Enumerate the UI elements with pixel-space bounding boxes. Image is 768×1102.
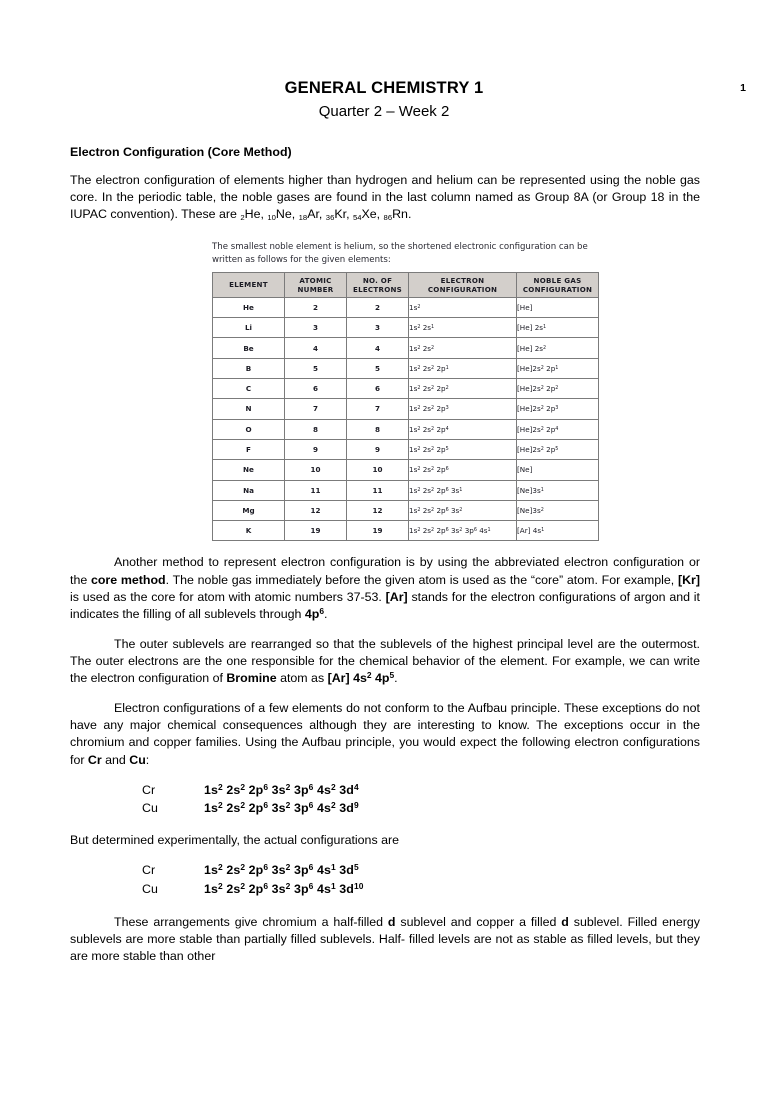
cell-atomic-number: 11 [285, 480, 347, 500]
document-title-block [60, 78, 708, 121]
cell-electron-configuration: $1s^2$ $2s^1$ [409, 318, 517, 338]
table-row [213, 297, 599, 317]
cell-element: N [213, 399, 285, 419]
cell-no-electrons: 7 [347, 399, 409, 419]
cell-noble-gas-configuration: [Ar] $4s^1$ [517, 521, 599, 541]
intro-text: The electron configuration of elements higher than hydrogen and helium can be represented using the noble gas core. In the periodic table, the noble gases are found in the last column named as Group 8A (or Group 18 in the IUPAC convention). These are [70, 173, 700, 222]
cell-atomic-number: 10 [285, 460, 347, 480]
table-header-cell: NOBLE GAS CONFIGURATION [517, 272, 599, 297]
table-row [213, 399, 599, 419]
config-value: $1s^2$ $2s^2$ $2p^6$ $3s^2$ $3p^6$ $4s^2$ $3d^9$ [204, 800, 359, 816]
outer-bold-4s [353, 671, 394, 685]
table-row [213, 480, 599, 500]
cell-electron-configuration: $1s^2$ $2s^2$ $2p^2$ [409, 379, 517, 399]
actual-config-row [70, 861, 708, 880]
outer-bold-ar: [Ar] [327, 671, 350, 686]
table-body [213, 297, 599, 541]
outer-text-2: atom as [276, 671, 328, 686]
core-method-bold-4p [305, 607, 324, 621]
cell-no-electrons: 5 [347, 358, 409, 378]
cell-electron-configuration: $1s^2$ $2s^2$ $2p^6$ [409, 460, 517, 480]
cell-noble-gas-configuration: $[He]2s^2$ $2p^5$ [517, 439, 599, 459]
cell-noble-gas-configuration: [He] $2s^1$ [517, 318, 599, 338]
cell-no-electrons: 2 [347, 297, 409, 317]
actual-config-row [70, 880, 708, 899]
closing-bold-d-1: d [387, 915, 396, 930]
cell-atomic-number: 2 [285, 297, 347, 317]
cell-element: C [213, 379, 285, 399]
config-value: $1s^2$ $2s^2$ $2p^6$ $3s^2$ $3p^6$ $4s^2$ $3d^4$ [204, 781, 359, 797]
outer-text-3: . [394, 671, 398, 686]
config-symbol: Cu [142, 801, 158, 816]
core-method-text-5: . [324, 606, 328, 621]
outer-bold-bromine: Bromine [226, 671, 277, 686]
config-symbol: Cu [142, 881, 158, 896]
cell-electron-configuration: $1s^2$ $2s^2$ $2p^4$ [409, 419, 517, 439]
cell-no-electrons: 12 [347, 500, 409, 520]
cell-electron-configuration: $1s^2$ $2s^2$ $2p^5$ [409, 439, 517, 459]
cell-noble-gas-configuration: [Ne] [517, 460, 599, 480]
cell-no-electrons: 6 [347, 379, 409, 399]
cell-no-electrons: 4 [347, 338, 409, 358]
table-row [213, 500, 599, 520]
cell-no-electrons: 11 [347, 480, 409, 500]
cell-atomic-number: 9 [285, 439, 347, 459]
page-number: 1 [740, 82, 746, 94]
noble-gas-item: $_{36}$Kr [325, 207, 347, 223]
cell-noble-gas-configuration: [He] [517, 297, 599, 317]
core-method-text-4: stands for the electron configurations of argon and it indicates the filling of all sublevels through [70, 589, 700, 621]
document-page [0, 78, 768, 1102]
table-row [213, 358, 599, 378]
noble-gas-atomic-number: 86 [383, 213, 393, 223]
core-method-bold-1: core method [90, 572, 166, 587]
actual-configuration-list [70, 861, 708, 898]
noble-gas-atomic-number: 10 [267, 213, 276, 223]
table-row [213, 338, 599, 358]
cell-atomic-number: 19 [285, 521, 347, 541]
cell-element: Be [213, 338, 285, 358]
aufbau-text-1: Electron configurations of a few elements do not conform to the Aufbau principle. These exceptions do not have any major chemical consequences although they are interesting to know. The exceptions occur in the chromium and copper families. Using the Aufbau principle, you would expect the following electron configurations for [70, 701, 700, 767]
table-header-cell: ATOMIC NUMBER [285, 272, 347, 297]
cell-noble-gas-configuration: [He] $2s^2$ [517, 338, 599, 358]
expected-configuration-list [70, 781, 708, 818]
closing-paragraph [70, 914, 700, 965]
cell-atomic-number: 12 [285, 500, 347, 520]
cell-noble-gas-configuration: $[Ne]3s^2$ [517, 500, 599, 520]
table-header-cell: ELEMENT [213, 272, 285, 297]
noble-gas-atomic-number: 18 [298, 213, 308, 223]
core-method-4p-base: 4p [304, 606, 320, 621]
closing-text-3: sublevel. Filled energy sublevels are more stable than partially filled sublevels. Half- filled levels are not as stable as filled levels, but they are more stable than other [70, 915, 700, 964]
cell-element: He [213, 297, 285, 317]
cell-no-electrons: 3 [347, 318, 409, 338]
cell-no-electrons: 10 [347, 460, 409, 480]
cell-electron-configuration: $1s^2$ [409, 297, 517, 317]
core-method-paragraph [70, 554, 700, 622]
intro-paragraph [70, 172, 700, 223]
closing-bold-d-2: d [561, 915, 569, 930]
table-header [213, 272, 599, 297]
cell-electron-configuration: $1s^2$ $2s^2$ $2p^6$ $3s^2$ $3p^6$ $4s^1$ [409, 521, 517, 541]
core-method-bold-kr: [Kr] [677, 572, 700, 587]
table-header-cell: ELECTRON CONFIGURATION [409, 272, 517, 297]
table-row [213, 318, 599, 338]
configuration-table-block [212, 241, 598, 541]
config-value: $1s^2$ $2s^2$ $2p^6$ $3s^2$ $3p^6$ $4s^1$ $3d^{10}$ [204, 880, 364, 896]
aufbau-bold-cu: Cu [129, 752, 146, 767]
cell-electron-configuration: $1s^2$ $2s^2$ $2p^6$ $3s^1$ [409, 480, 517, 500]
page-subtitle: Quarter 2 – Week 2 [318, 102, 450, 120]
cell-noble-gas-configuration: $[He]2s^2$ $2p^3$ [517, 399, 599, 419]
table-row [213, 439, 599, 459]
noble-gas-item: $_{10}$Ne [267, 207, 292, 223]
cell-noble-gas-configuration: $[He]2s^2$ $2p^4$ [517, 419, 599, 439]
cell-atomic-number: 6 [285, 379, 347, 399]
core-method-4p-exponent: 6 [319, 605, 325, 616]
cell-noble-gas-configuration: $[He]2s^2$ $2p^1$ [517, 358, 599, 378]
outer-4s-exponent: 2 [366, 670, 372, 681]
table-row [213, 521, 599, 541]
experimental-intro-paragraph: But determined experimentally, the actual configurations are [70, 832, 399, 847]
cell-electron-configuration: $1s^2$ $2s^2$ $2p^6$ $3s^2$ [409, 500, 517, 520]
core-method-text-1: Another method to represent electron configuration is by using the abbreviated electron configuration or the [70, 555, 700, 587]
config-symbol: Cr [142, 862, 156, 877]
cell-electron-configuration: $1s^2$ $2s^2$ $2p^3$ [409, 399, 517, 419]
noble-gas-item: $_{18}$Ar [298, 207, 319, 223]
closing-text-1: These arrangements give chromium a half-filled [114, 915, 388, 930]
cell-element: B [213, 358, 285, 378]
cell-electron-configuration: $1s^2$ $2s^2$ $2p^1$ [409, 358, 517, 378]
cell-element: F [213, 439, 285, 459]
cell-atomic-number: 5 [285, 358, 347, 378]
cell-atomic-number: 3 [285, 318, 347, 338]
aufbau-paragraph [70, 700, 700, 768]
cell-element: Ne [213, 460, 285, 480]
core-method-text-3: is used as the core for atom with atomic numbers 37-53. [70, 589, 386, 604]
core-method-bold-ar: [Ar] [385, 589, 408, 604]
section-heading: Electron Configuration (Core Method) [70, 145, 292, 160]
cell-element: O [213, 419, 285, 439]
cell-noble-gas-configuration: $[He]2s^2$ $2p^2$ [517, 379, 599, 399]
cell-electron-configuration: $1s^2$ $2s^2$ [409, 338, 517, 358]
cell-atomic-number: 8 [285, 419, 347, 439]
expected-config-row [70, 799, 708, 818]
noble-gas-item: $_{86}$Rn [383, 207, 408, 223]
noble-gas-item: $_{54}$Xe [352, 207, 377, 223]
table-caption: The smallest noble element is helium, so the shortened electronic configuration can be written as follows for the given elements: [212, 242, 588, 265]
outer-4p-base: 4p [371, 671, 390, 686]
table-header-cell: NO. OF ELECTRONS [347, 272, 409, 297]
table-row [213, 379, 599, 399]
cell-no-electrons: 19 [347, 521, 409, 541]
cell-noble-gas-configuration: $[Ne]3s^1$ [517, 480, 599, 500]
cell-no-electrons: 8 [347, 419, 409, 439]
table-header-row [213, 272, 599, 297]
electron-configuration-table [212, 272, 599, 542]
outer-text-1: The outer sublevels are rearranged so that the sublevels of the highest principal level are the outermost. The outer electrons are the one responsible for the chemical behavior of the element. For example, we can write the electron configuration of [70, 636, 700, 686]
page-title: GENERAL CHEMISTRY 1 [284, 79, 484, 97]
outer-sublevels-paragraph [70, 636, 700, 687]
cell-element: Na [213, 480, 285, 500]
outer-4p-exponent: 5 [389, 670, 395, 681]
noble-gas-list: $_2$He, $_{10}$Ne, $_{18}$Ar, $_{36}$Kr, $_{54}$Xe, $_{86}$Rn. [240, 207, 412, 223]
noble-gas-atomic-number: 54 [352, 213, 362, 223]
aufbau-text-3: : [145, 752, 150, 767]
core-method-text-2: . The noble gas immediately before the given atom is used as the “core” atom. For example, [165, 572, 678, 587]
closing-text-2: sublevel and copper a filled [395, 915, 562, 930]
noble-gas-item: $_2$He [240, 207, 261, 223]
aufbau-bold-cr: Cr [87, 752, 102, 767]
outer-4s-base: 4s [353, 671, 367, 686]
expected-config-row [70, 781, 708, 800]
cell-element: Li [213, 318, 285, 338]
aufbau-text-2: and [101, 752, 130, 767]
cell-atomic-number: 7 [285, 399, 347, 419]
cell-no-electrons: 9 [347, 439, 409, 459]
noble-gas-atomic-number: 2 [240, 213, 245, 223]
config-value: $1s^2$ $2s^2$ $2p^6$ $3s^2$ $3p^6$ $4s^1$ $3d^5$ [204, 862, 359, 877]
cell-element: Mg [213, 500, 285, 520]
config-symbol: Cr [142, 782, 156, 797]
table-row [213, 460, 599, 480]
table-row [213, 419, 599, 439]
cell-atomic-number: 4 [285, 338, 347, 358]
noble-gas-atomic-number: 36 [325, 213, 335, 223]
cell-element: K [213, 521, 285, 541]
